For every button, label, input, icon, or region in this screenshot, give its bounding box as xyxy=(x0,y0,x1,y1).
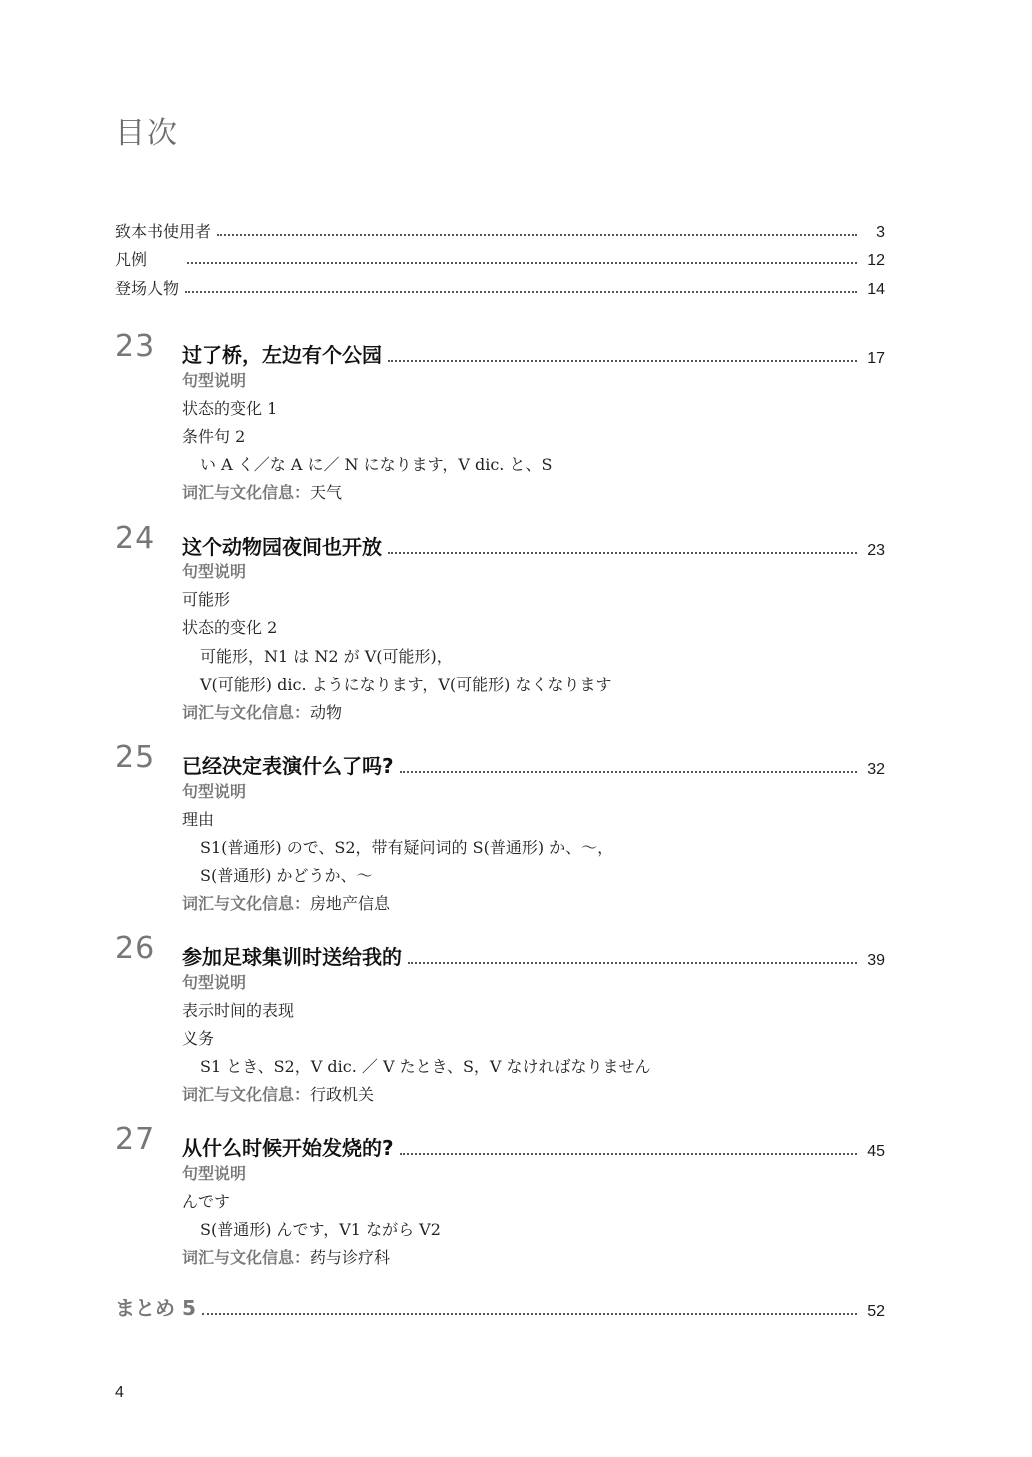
chapter-title: 过了桥，左边有个公园 xyxy=(182,343,382,367)
chapter-title: 从什么时候开始发烧的? xyxy=(182,1136,394,1160)
vocab-label: 词汇与文化信息： xyxy=(182,1248,311,1267)
leader-dots xyxy=(400,1153,857,1155)
section-label: 句型说明 xyxy=(182,973,247,992)
matome-page: 52 xyxy=(867,1303,885,1320)
grammar-pattern: 可能形，N1 は N2 が V(可能形)， xyxy=(200,647,453,666)
chapter-number: 23 xyxy=(115,329,156,364)
leader-dots xyxy=(217,234,857,236)
chapter-title: 已经决定表演什么了吗? xyxy=(182,754,394,778)
vocab-topic: 药与诊疗科 xyxy=(310,1248,391,1267)
grammar-pattern: V(可能形) dic. ようになります，V(可能形) なくなります xyxy=(200,675,612,694)
vocab-info xyxy=(182,1245,390,1268)
grammar-pattern: S(普通形) かどうか、～ xyxy=(200,866,373,885)
vocab-label: 词汇与文化信息： xyxy=(182,894,311,913)
leader-dots xyxy=(400,771,857,773)
chapter-title: 这个动物园夜间也开放 xyxy=(182,535,382,559)
vocab-info xyxy=(182,700,342,723)
chapter-page: 45 xyxy=(867,1143,885,1160)
vocab-topic: 动物 xyxy=(310,703,343,722)
section-label: 句型说明 xyxy=(182,562,247,581)
vocab-topic: 行政机关 xyxy=(310,1085,375,1104)
matome-label: まとめ 5 xyxy=(115,1296,196,1320)
chapter-26-entry[interactable] xyxy=(182,941,885,970)
grammar-item: 义务 xyxy=(182,1029,215,1048)
chapter-number: 27 xyxy=(115,1122,156,1157)
chapter-24-entry[interactable] xyxy=(182,531,885,560)
chapter-23-entry[interactable] xyxy=(182,339,885,368)
leader-dots xyxy=(408,962,857,964)
chapter-number: 25 xyxy=(115,740,156,775)
leader-dots xyxy=(185,291,857,293)
vocab-label: 词汇与文化信息： xyxy=(182,483,311,502)
toc-entry-preface[interactable] xyxy=(115,219,885,242)
chapter-number: 24 xyxy=(115,521,156,556)
toc-entry-page: 3 xyxy=(876,224,885,241)
chapter-number: 26 xyxy=(115,931,156,966)
toc-entry-characters[interactable] xyxy=(115,276,885,299)
grammar-item: 理由 xyxy=(182,810,215,829)
leader-dots xyxy=(388,360,857,362)
vocab-info xyxy=(182,480,342,503)
toc-entry-label: 登场人物 xyxy=(115,279,180,298)
vocab-label: 词汇与文化信息： xyxy=(182,1085,311,1104)
leader-dots xyxy=(388,552,857,554)
grammar-pattern: S1 とき、S2，V dic. ／ V たとき、S，V なければなりません xyxy=(200,1057,651,1076)
leader-dots xyxy=(202,1313,857,1315)
section-label: 句型说明 xyxy=(182,371,247,390)
grammar-item: 表示时间的表现 xyxy=(182,1001,295,1020)
vocab-topic: 房地产信息 xyxy=(310,894,391,913)
vocab-label: 词汇与文化信息： xyxy=(182,703,311,722)
chapter-25-entry[interactable] xyxy=(182,750,885,779)
grammar-item: 状态的变化 2 xyxy=(182,618,278,637)
grammar-pattern: S(普通形) んです，V1 ながら V2 xyxy=(200,1220,441,1239)
chapter-page: 39 xyxy=(867,952,885,969)
leader-dots xyxy=(187,262,857,264)
toc-entry-label: 致本书使用者 xyxy=(115,222,212,241)
chapter-page: 17 xyxy=(867,350,885,367)
vocab-topic: 天气 xyxy=(310,483,343,502)
chapter-title: 参加足球集训时送给我的 xyxy=(182,945,402,969)
toc-entry-legend[interactable] xyxy=(115,247,885,270)
grammar-pattern: い A く／な A に／ N になります，V dic. と、S xyxy=(200,455,553,474)
matome-entry[interactable] xyxy=(115,1292,885,1321)
grammar-pattern: S1(普通形) ので、S2，带有疑问词的 S(普通形) か、～， xyxy=(200,838,614,857)
section-label: 句型说明 xyxy=(182,782,247,801)
grammar-item: 状态的变化 1 xyxy=(182,399,278,418)
page-title: 目次 xyxy=(115,116,179,151)
grammar-item: 可能形 xyxy=(182,590,231,609)
chapter-page: 23 xyxy=(867,542,885,559)
page-number: 4 xyxy=(115,1384,124,1401)
toc-entry-page: 12 xyxy=(867,252,885,269)
section-label: 句型说明 xyxy=(182,1164,247,1183)
toc-entry-page: 14 xyxy=(867,281,885,298)
chapter-27-entry[interactable] xyxy=(182,1132,885,1161)
vocab-info xyxy=(182,891,390,914)
vocab-info xyxy=(182,1082,374,1105)
toc-entry-label: 凡例 xyxy=(115,250,148,269)
grammar-item: んです xyxy=(182,1192,231,1211)
chapter-page: 32 xyxy=(867,761,885,778)
grammar-item: 条件句 2 xyxy=(182,427,246,446)
